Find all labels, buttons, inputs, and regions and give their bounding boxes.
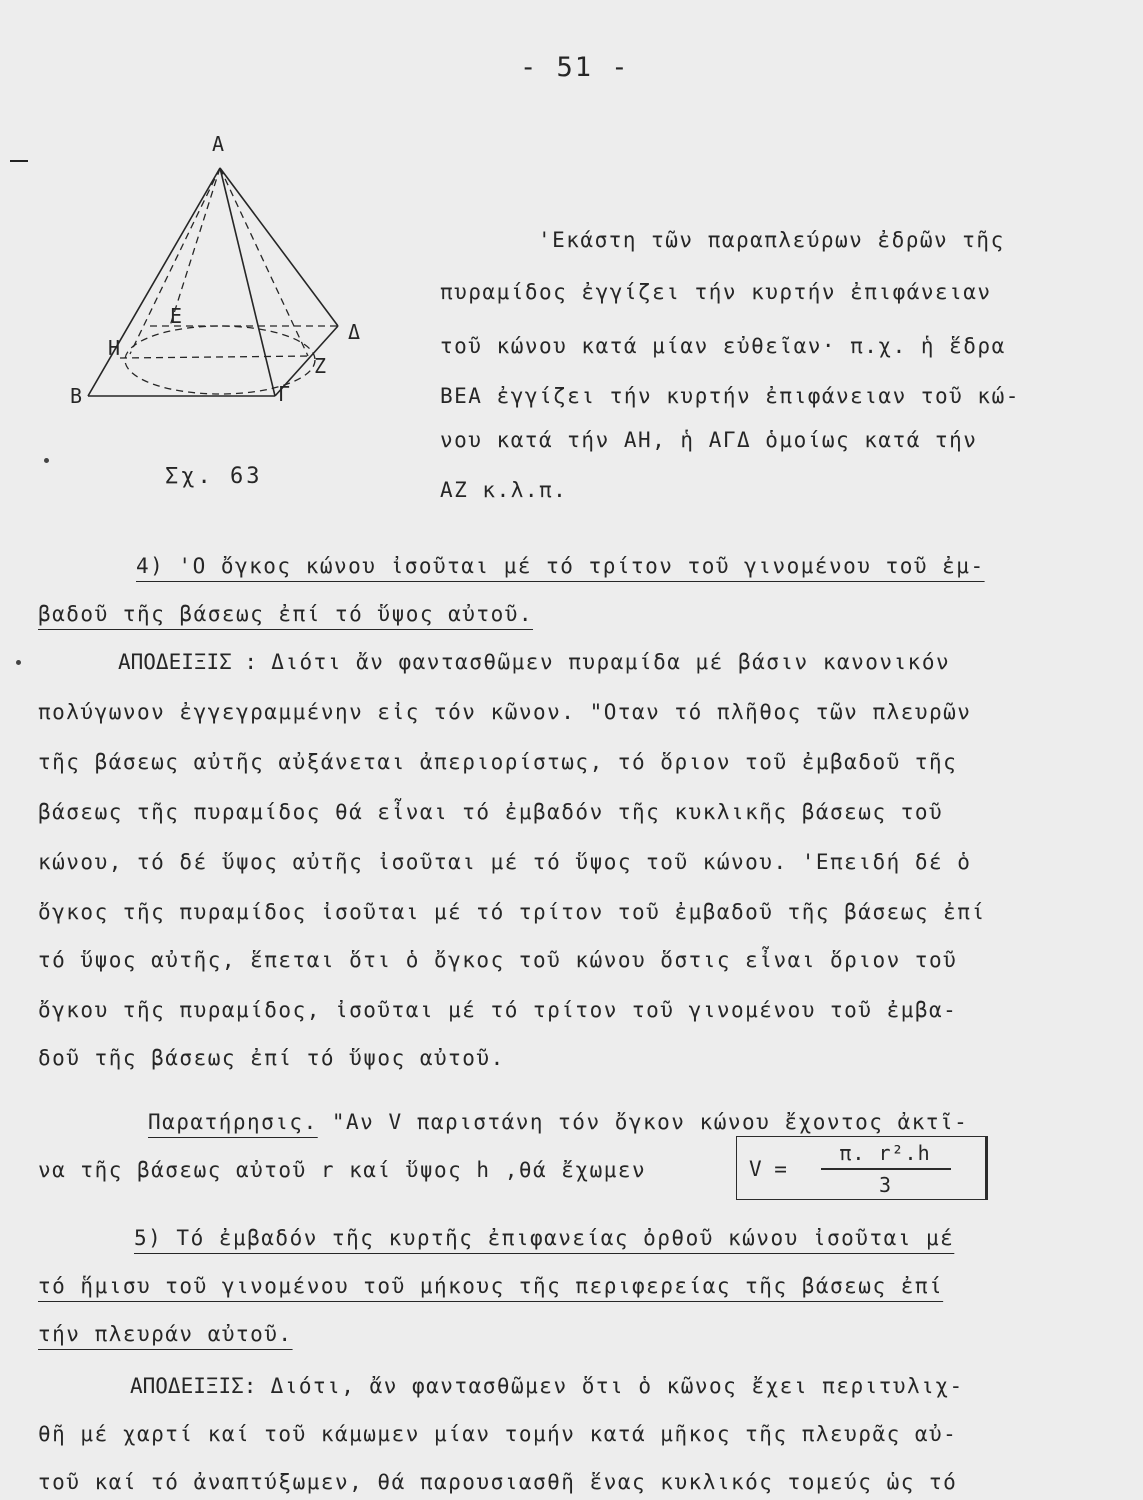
pyramid-cone-figure [60,128,390,428]
pyramid-diagram [60,128,390,428]
label-a: Α [212,132,225,156]
side-text-line: 'Εκάστη τῶν παραπλεύρων ἐδρῶν τῆς [538,228,1005,252]
theorem-5-line: τό ἥμισυ τοῦ γινομένου τοῦ μήκους τῆς περιφερείας τῆς βάσεως ἐπί [38,1274,944,1298]
side-text-line: τοῦ κώνου κατά μίαν εὐθεῖαν· π.χ. ἡ ἕδρα [440,334,1006,358]
volume-formula-box [736,1136,988,1200]
edge-ad [220,168,338,326]
margin-mark [10,160,28,162]
theorem-5-line: τήν πλευράν αὐτοῦ. [38,1322,293,1346]
label-h: Η [108,336,121,360]
page-number: - 51 - [520,52,630,83]
theorem-4-line: 4) 'Ο ὄγκος κώνου ἰσοῦται μέ τό τρίτον τοῦ γινομένου τοῦ ἐμ- [136,554,985,578]
proof-1-first-line [118,652,950,673]
edge-ag [220,168,275,396]
proof-1-line: κώνου, τό δέ ὕψος αὐτῆς ἰσοῦται μέ τό ὕψος τοῦ κώνου. 'Επειδή δέ ὁ [38,850,972,874]
formula-denominator: 3 [878,1173,892,1197]
proof-1-line: δοῦ τῆς βάσεως ἐπί τό ὕψος αὐτοῦ. [38,1046,505,1070]
label-g: Γ [278,382,291,406]
fraction-bar [821,1168,951,1170]
proof-label: ΑΠΟΔΕΙΞΙΣ: [130,1374,257,1398]
side-text-line: πυραμίδος ἐγγίζει τήν κυρτήν ἐπιφάνειαν [440,280,992,304]
proof-1-line: βάσεως τῆς πυραμίδος θά εἶναι τό ἐμβαδόν τῆς κυκλικῆς βάσεως τοῦ [38,800,944,824]
figure-caption: Σχ. 63 [165,464,263,489]
theorem-4-line: βαδοῦ τῆς βάσεως ἐπί τό ὕψος αὐτοῦ. [38,602,534,626]
scan-speck [16,660,21,665]
proof-2-line: θῆ μέ χαρτί καί τοῦ κάμωμεν μίαν τομήν κατά μῆκος τῆς πλευρᾶς αὐ- [38,1422,958,1446]
remark-first-line [148,1112,968,1133]
remark-line: να τῆς βάσεως αὐτοῦ r καί ὕψος h ,θά ἔχωμεν [38,1158,647,1182]
edge-hz [120,356,312,358]
proof-1-line: ὄγκος τῆς πυραμίδος ἰσοῦται μέ τό τρίτον τοῦ ἐμβαδοῦ τῆς βάσεως ἐπί [38,900,986,924]
edge-ab [88,168,220,396]
proof-1-line: τῆς βάσεως αὐτῆς αὐξάνεται ἀπεριορίστως, τό ὅριον τοῦ ἐμβαδοῦ τῆς [38,750,958,774]
side-text-line: ΑΖ κ.λ.π. [440,478,568,502]
formula-numerator: π. r².h [839,1141,931,1165]
proof-2-line: τοῦ καί τό ἀναπτύξωμεν, θά παρουσιασθῆ ἕνας κυκλικός τομεύς ὡς τό [38,1470,958,1494]
label-d: Δ [348,320,361,344]
proof-1-line: τό ὕψος αὐτῆς, ἕπεται ὅτι ὁ ὄγκος τοῦ κώνου ὅστις εἶναι ὅριον τοῦ [38,948,958,972]
label-e: Ε [170,304,183,328]
proof-text: Διότι, ἄν φαντασθῶμεν ὅτι ὁ κῶνος ἔχει περιτυλιχ- [270,1374,964,1398]
scan-speck [44,458,49,463]
label-z: Ζ [314,354,327,378]
formula-lhs: V = [749,1157,787,1181]
proof-1-line: πολύγωνον ἐγγεγραμμένην εἰς τόν κῶνον. "Οταν τό πλῆθος τῶν πλευρῶν [38,700,972,724]
theorem-5-line: 5) Τό ἐμβαδόν τῆς κυρτῆς ἐπιφανείας ὀρθοῦ κώνου ἰσοῦται μέ [134,1226,955,1250]
edge-ae [170,168,220,326]
remark-text: "Αν V παριστάνη τόν ὄγκον κώνου ἔχοντος ἀκτῖ- [331,1110,969,1134]
side-text-line: ΒΕΑ ἐγγίζει τήν κυρτήν ἐπιφάνειαν τοῦ κώ- [440,384,1020,408]
edge-az [220,168,308,356]
remark-label: Παρατήρησις. [148,1110,318,1134]
proof-2-first-line [130,1376,964,1397]
proof-1-line: ὄγκου τῆς πυραμίδος, ἰσοῦται μέ τό τρίτον τοῦ γινομένου τοῦ ἐμβα- [38,998,958,1022]
side-text-line: νου κατά τήν ΑΗ, ἡ ΑΓΔ ὁμοίως κατά τήν [440,428,978,452]
proof-text: Διότι ἄν φαντασθῶμεν πυραμίδα μέ βάσιν κανονικόν [271,650,951,674]
proof-label: ΑΠΟΔΕΙΞΙΣ : [118,650,258,674]
label-b: Β [70,384,83,408]
